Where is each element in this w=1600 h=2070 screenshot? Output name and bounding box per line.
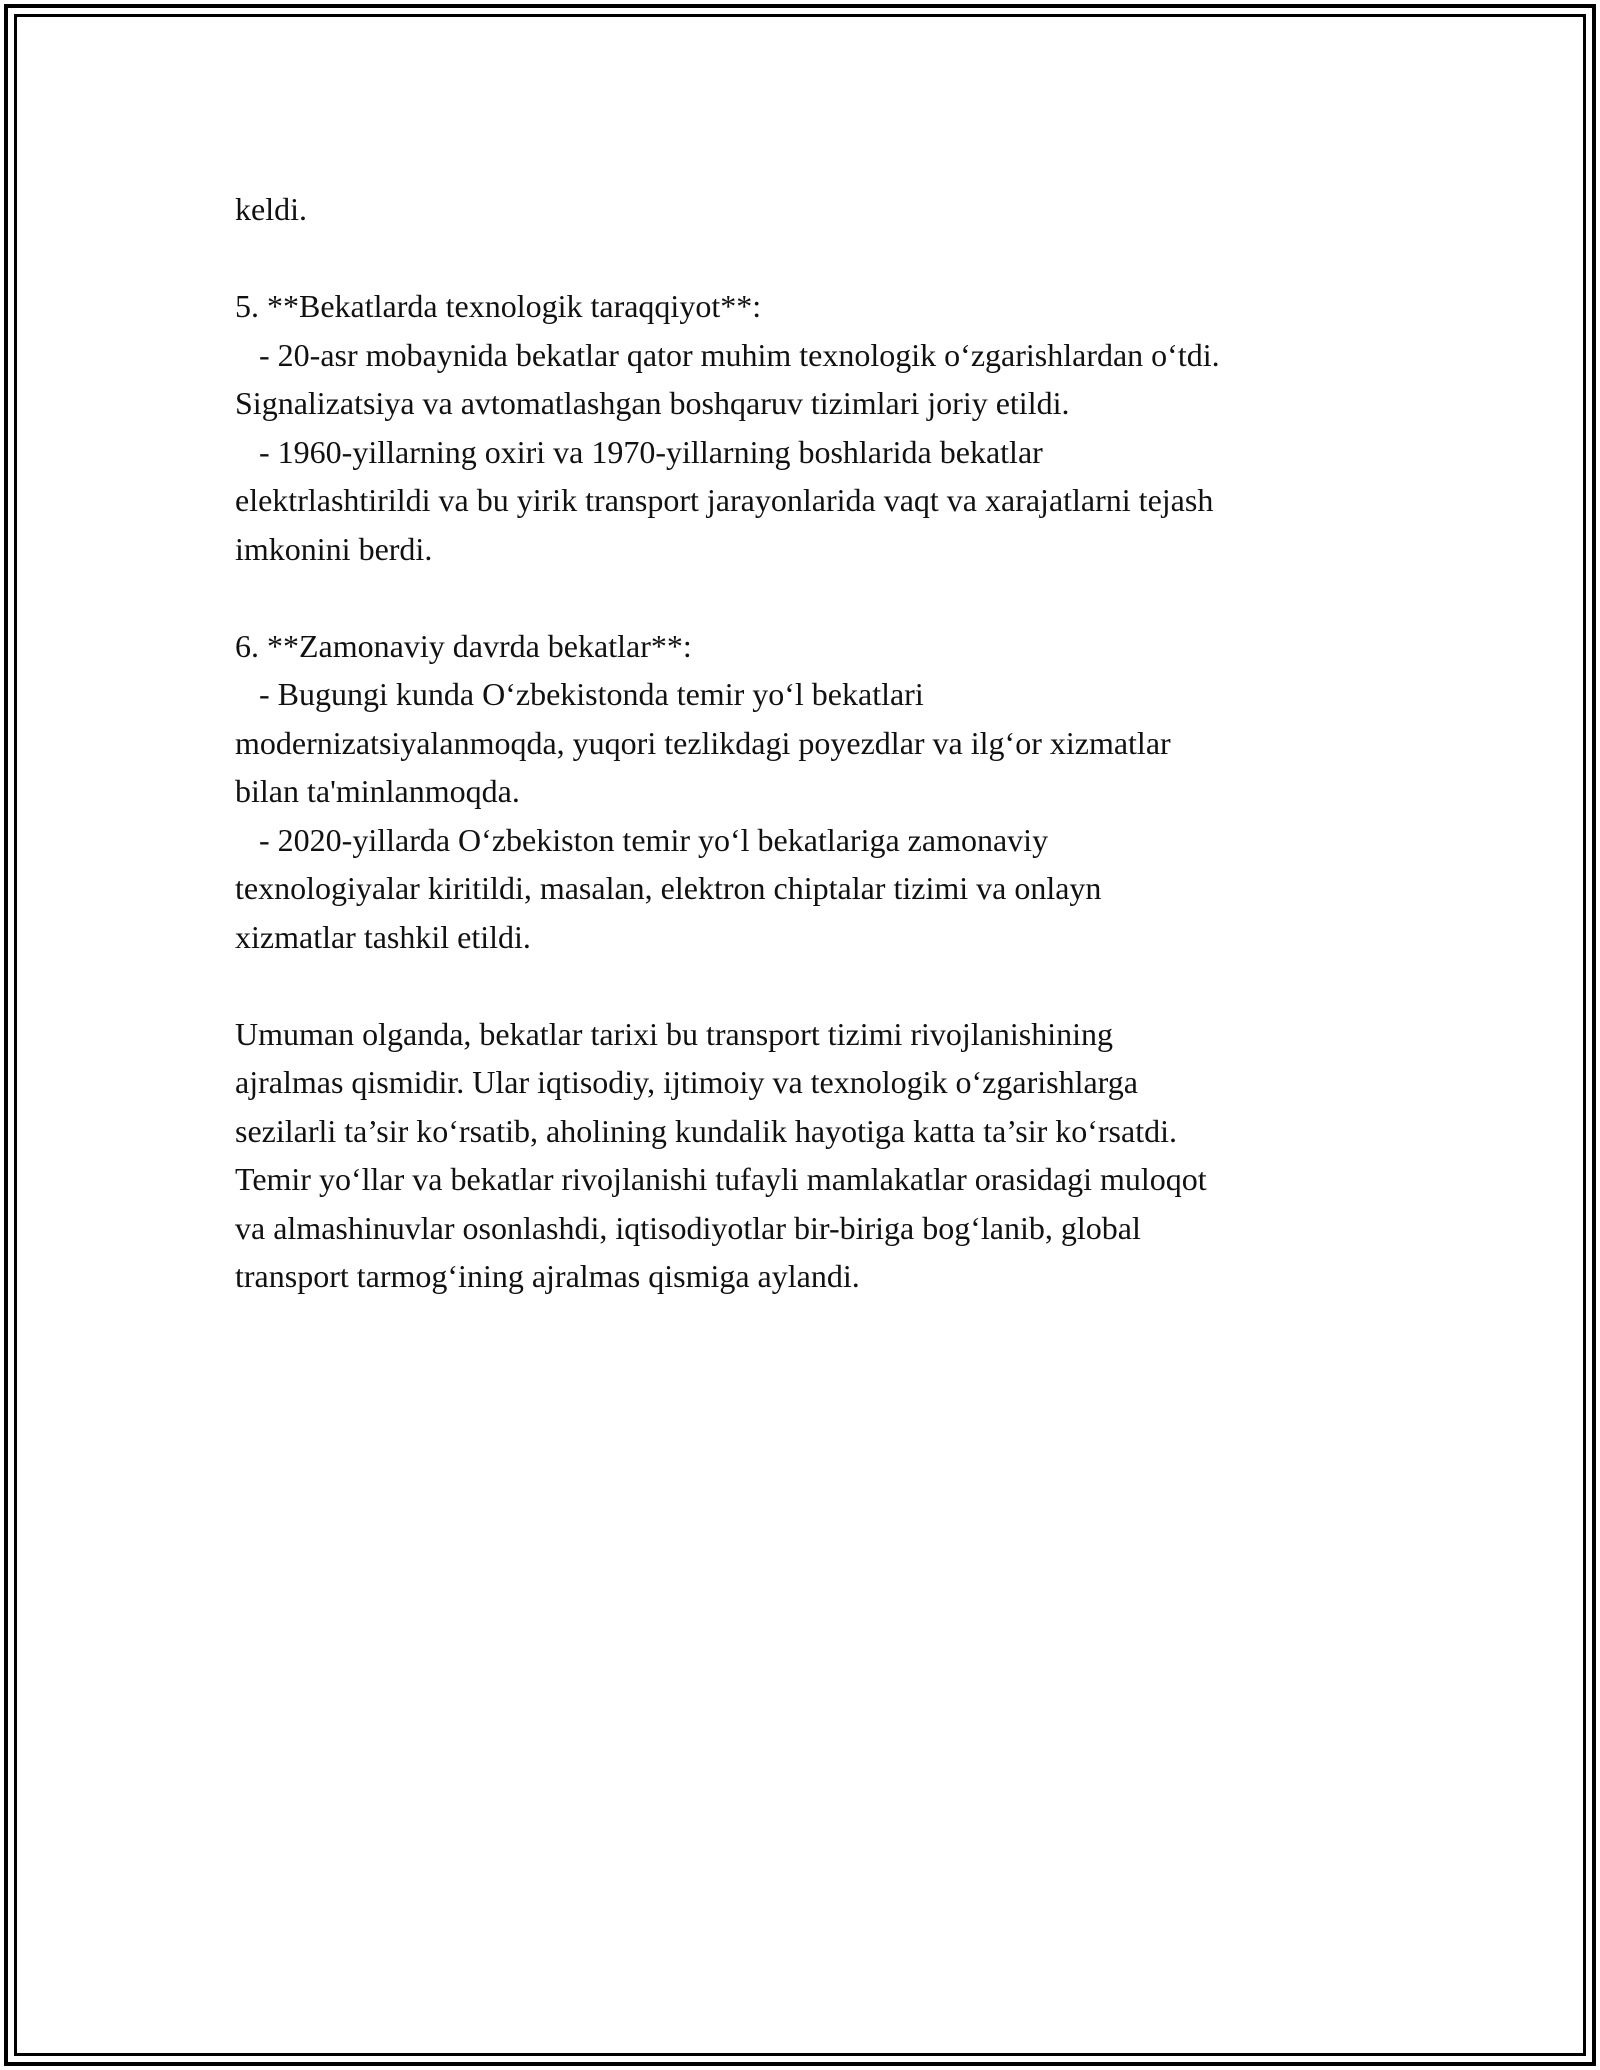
paragraph-spacer [235,234,1375,283]
text-line: va almashinuvlar osonlashdi, iqtisodiyotlar bir-biriga bog‘lanib, global [235,1209,1141,1246]
document-body [235,185,1375,1301]
section-5-technological-progress [235,282,1375,573]
text-line: imkonini berdi. [235,530,433,567]
section-6-modern-stations [235,622,1375,962]
text-line: keldi. [235,191,307,227]
text-line: xizmatlar tashkil etildi. [235,918,531,955]
text-line: bilan ta'minlanmoqda. [235,773,520,809]
section-heading: 5. **Bekatlarda texnologik taraqqiyot**: [235,288,762,324]
text-line: - 20-asr mobaynida bekatlar qator muhim texnologik o‘zgarishlardan o‘tdi. [235,336,1220,373]
text-line: elektrlashtirildi va bu yirik transport jarayonlarida vaqt va xarajatlarni tejash [235,482,1214,518]
paragraph-spacer [235,961,1375,1010]
text-line: - 1960-yillarning oxiri va 1970-yillarning boshlarida bekatlar [235,433,1043,470]
conclusion-paragraph [235,1010,1375,1301]
text-line: texnologiyalar kiritildi, masalan, elektron chiptalar tizimi va onlayn [235,870,1102,906]
text-line: Signalizatsiya va avtomatlashgan boshqaruv tizimlari joriy etildi. [235,385,1070,421]
text-line: ajralmas qismidir. Ular iqtisodiy, ijtimoiy va texnologik o‘zgarishlarga [235,1064,1138,1100]
paragraph-spacer [235,573,1375,622]
paragraph-continuation [235,185,1375,234]
text-line: - 2020-yillarda O‘zbekiston temir yo‘l bekatlariga zamonaviy [235,821,1049,858]
text-line: - Bugungi kunda O‘zbekistonda temir yo‘l bekatlari [235,676,924,712]
section-heading: 6. **Zamonaviy davrda bekatlar**: [235,627,692,664]
text-line: transport tarmog‘ining ajralmas qismiga aylandi. [235,1258,860,1294]
text-line: modernizatsiyalanmoqda, yuqori tezlikdagi poyezdlar va ilg‘or xizmatlar [235,724,1171,761]
text-line: sezilarli ta’sir ko‘rsatib, aholining kundalik hayotiga katta ta’sir ko‘rsatdi. [235,1112,1177,1149]
text-line: Temir yo‘llar va bekatlar rivojlanishi tufayli mamlakatlar orasidagi muloqot [235,1161,1207,1197]
text-line: Umuman olganda, bekatlar tarixi bu transport tizimi rivojlanishining [235,1015,1114,1052]
